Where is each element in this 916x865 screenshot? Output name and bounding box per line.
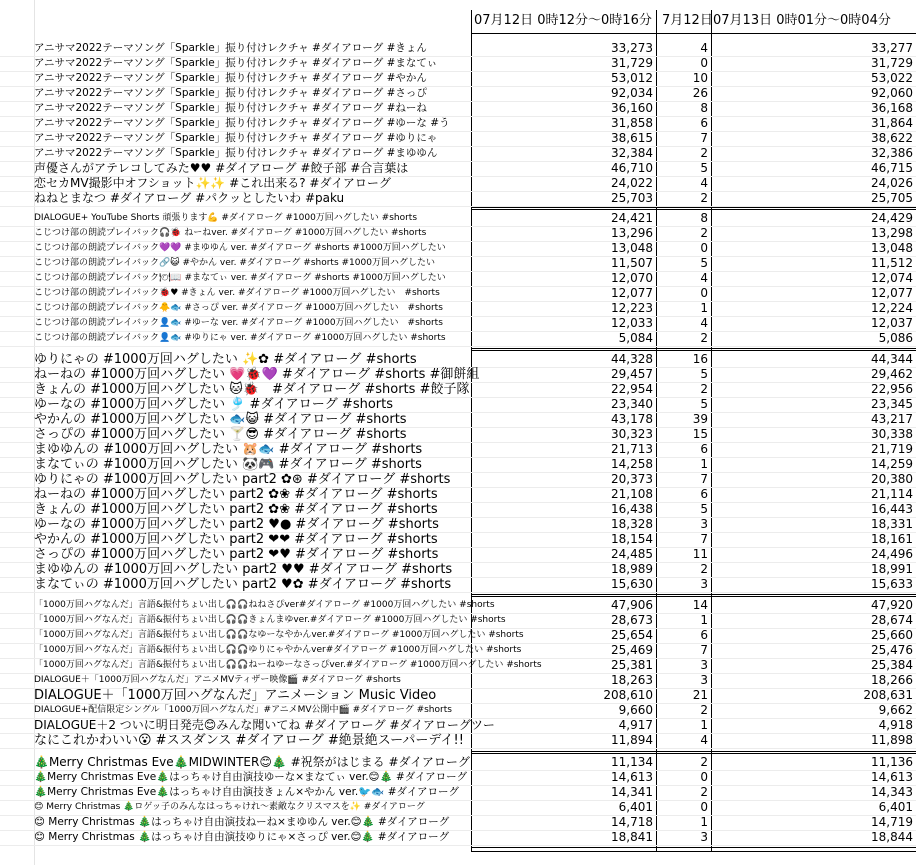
- views-period-2-cell[interactable]: 24,026: [871, 176, 913, 190]
- table-row: [0, 286, 916, 301]
- views-period-2-cell[interactable]: 30,338: [871, 427, 913, 441]
- group-separator: [472, 751, 916, 752]
- table-row: [0, 71, 916, 86]
- views-period-2-cell[interactable]: 13,048: [871, 241, 913, 255]
- group-separator: [472, 348, 916, 349]
- views-period-1-cell[interactable]: 4,917: [618, 718, 653, 732]
- views-period-1-cell[interactable]: 30,323: [611, 427, 653, 441]
- views-diff-cell[interactable]: 26: [692, 86, 708, 100]
- views-period-2-cell[interactable]: 13,298: [871, 226, 913, 240]
- views-diff-cell[interactable]: 5: [700, 161, 708, 175]
- views-period-1-cell[interactable]: 9,660: [618, 703, 653, 717]
- table-row: [0, 427, 916, 442]
- table-row: [0, 598, 916, 613]
- views-period-1-cell[interactable]: 23,340: [611, 397, 653, 411]
- table-bottom-border: [472, 847, 916, 848]
- views-period-2-cell[interactable]: 18,266: [871, 673, 913, 687]
- views-period-2-cell[interactable]: 15,633: [871, 577, 913, 591]
- video-title-cell[interactable]: DIALOGUE＋「1000万回ハグなんだ」アニメーション Music Video: [34, 688, 437, 703]
- views-diff-cell[interactable]: 4: [700, 176, 708, 190]
- views-diff-cell[interactable]: 0: [700, 241, 708, 255]
- table-row: [0, 161, 916, 176]
- video-title-cell[interactable]: こじつけ部の朗読プレイバック🔗😺 #やかん ver. #ダイアローグ #shorts #1000万回ハグしたい: [34, 258, 435, 268]
- table-row: [0, 86, 916, 101]
- views-period-2-cell[interactable]: 25,384: [871, 658, 913, 672]
- views-period-1-cell[interactable]: 14,613: [611, 770, 653, 784]
- views-diff-cell[interactable]: 0: [700, 286, 708, 300]
- views-period-1-cell[interactable]: 21,108: [611, 487, 653, 501]
- video-title-cell[interactable]: アニサマ2022テーマソング「Sparkle」振り付けレクチャ #ダイアローグ #きょん: [34, 42, 427, 54]
- views-period-2-cell[interactable]: 44,344: [871, 352, 913, 366]
- views-period-1-cell[interactable]: 18,263: [611, 673, 653, 687]
- table-row: [0, 733, 916, 748]
- video-title-cell[interactable]: ねーねの #1000万回ハグしたい 💗🐞💜 #ダイアローグ #shorts #御餅組: [34, 367, 480, 382]
- views-period-1-cell[interactable]: 31,729: [611, 56, 653, 70]
- video-title-cell[interactable]: アニサマ2022テーマソング「Sparkle」振り付けレクチャ #ダイアローグ #ねーね: [34, 102, 427, 114]
- views-period-2-cell[interactable]: 4,918: [878, 718, 913, 732]
- views-period-1-cell[interactable]: 32,384: [611, 146, 653, 160]
- table-row: [0, 191, 916, 206]
- header-bottom-border: [472, 33, 916, 34]
- views-period-1-cell[interactable]: 18,328: [611, 517, 653, 531]
- views-diff-cell[interactable]: 5: [700, 367, 708, 381]
- views-period-2-cell[interactable]: 5,086: [878, 331, 913, 345]
- table-bottom-border: [472, 851, 916, 852]
- grid-row-line: [0, 592, 916, 593]
- video-title-cell[interactable]: 「1000万回ハグなんだ」言語&振付ちょい出し🎧🎧ねーねゆーなさっぴver.#ダイアローグ #1000万回ハグしたい #shorts: [34, 660, 542, 670]
- views-period-2-cell[interactable]: 11,512: [871, 256, 913, 270]
- views-diff-cell[interactable]: 4: [700, 733, 708, 747]
- views-period-1-cell[interactable]: 11,134: [611, 755, 653, 769]
- views-period-2-cell[interactable]: 12,077: [871, 286, 913, 300]
- views-period-1-cell[interactable]: 44,328: [611, 352, 653, 366]
- group-separator: [472, 594, 916, 595]
- views-diff-cell[interactable]: 10: [692, 71, 708, 85]
- table-row: [0, 562, 916, 577]
- views-period-1-cell[interactable]: 18,841: [611, 830, 653, 844]
- video-title-cell[interactable]: ねーねの #1000万回ハグしたい part2 ✿❀ #ダイアローグ #shorts: [34, 487, 438, 502]
- table-row: [0, 101, 916, 116]
- views-period-2-cell[interactable]: 11,136: [871, 755, 913, 769]
- views-diff-cell[interactable]: 8: [700, 101, 708, 115]
- views-period-1-cell[interactable]: 25,703: [611, 191, 653, 205]
- video-title-cell[interactable]: こじつけ部の朗読プレイバック🐥🐟 #さっぴ ver. #ダイアローグ #1000万回ハグしたい #shorts: [34, 303, 443, 313]
- table-row: [0, 226, 916, 241]
- table-row: [0, 176, 916, 191]
- table-row: [0, 613, 916, 628]
- views-diff-cell[interactable]: 2: [700, 331, 708, 345]
- views-period-2-cell[interactable]: 12,074: [871, 271, 913, 285]
- views-diff-cell[interactable]: 2: [700, 191, 708, 205]
- views-period-2-cell[interactable]: 12,037: [871, 316, 913, 330]
- video-title-cell[interactable]: アニサマ2022テーマソング「Sparkle」振り付けレクチャ #ダイアローグ #ゆりにゃ: [34, 132, 438, 144]
- table-row: [0, 755, 916, 770]
- table-row: [0, 547, 916, 562]
- views-diff-cell[interactable]: 2: [700, 703, 708, 717]
- views-period-2-cell[interactable]: 36,168: [871, 101, 913, 115]
- video-title-cell[interactable]: まなてぃの #1000万回ハグしたい 🐼🎮 #ダイアローグ #shorts: [34, 457, 422, 472]
- views-period-1-cell[interactable]: 12,033: [611, 316, 653, 330]
- video-title-cell[interactable]: さっぴの #1000万回ハグしたい part2 ❤♥ #ダイアローグ #shorts: [34, 547, 439, 562]
- table-row: [0, 815, 916, 830]
- views-diff-cell[interactable]: 4: [700, 271, 708, 285]
- views-period-1-cell[interactable]: 33,273: [611, 41, 653, 55]
- group-separator: [472, 753, 916, 754]
- table-row: [0, 673, 916, 688]
- views-period-2-cell[interactable]: 18,991: [871, 562, 913, 576]
- table-row: [0, 56, 916, 71]
- views-diff-cell[interactable]: 2: [700, 755, 708, 769]
- views-period-1-cell[interactable]: 14,258: [611, 457, 653, 471]
- views-period-1-cell[interactable]: 24,421: [611, 211, 653, 225]
- views-diff-cell[interactable]: 3: [700, 673, 708, 687]
- views-period-1-cell[interactable]: 29,457: [611, 367, 653, 381]
- table-row: [0, 116, 916, 131]
- views-period-1-cell[interactable]: 13,296: [611, 226, 653, 240]
- views-period-2-cell[interactable]: 25,705: [871, 191, 913, 205]
- views-diff-cell[interactable]: 5: [700, 256, 708, 270]
- views-period-2-cell[interactable]: 33,277: [871, 41, 913, 55]
- group-separator: [472, 596, 916, 597]
- table-row: [0, 502, 916, 517]
- grid-row-line: [0, 206, 916, 207]
- grid-row-line: [0, 346, 916, 347]
- views-period-2-cell[interactable]: 208,631: [863, 688, 913, 702]
- grid-row-line: [0, 845, 916, 846]
- views-period-2-cell[interactable]: 38,622: [871, 131, 913, 145]
- video-title-cell[interactable]: 🎄Merry Christmas Eve🎄MIDWINTER😊🎄 #祝祭がはじまる #ダイアローグ: [34, 755, 470, 769]
- views-period-2-cell[interactable]: 21,114: [871, 487, 913, 501]
- views-diff-cell[interactable]: 0: [700, 770, 708, 784]
- views-diff-cell[interactable]: 5: [700, 397, 708, 411]
- video-title-cell[interactable]: 🎄Merry Christmas Eve🎄はっちゃけ自由演技きょん×やかん ver.🐦🐟 #ダイアローグ: [34, 786, 460, 798]
- table-row: [0, 472, 916, 487]
- views-diff-cell[interactable]: 4: [700, 316, 708, 330]
- table-row: [0, 628, 916, 643]
- video-title-cell[interactable]: やかんの #1000万回ハグしたい part2 ❤❤ #ダイアローグ #shorts: [34, 532, 438, 547]
- views-period-1-cell[interactable]: 31,858: [611, 116, 653, 130]
- table-row: [0, 241, 916, 256]
- video-title-cell[interactable]: なにこれかわいい😮 #ススダンス #ダイアローグ #絶景絶スーパーデイ!!: [34, 733, 464, 748]
- views-period-1-cell[interactable]: 14,718: [611, 815, 653, 829]
- views-period-1-cell[interactable]: 12,077: [611, 286, 653, 300]
- table-row: [0, 457, 916, 472]
- views-diff-cell[interactable]: 1: [700, 718, 708, 732]
- views-period-1-cell[interactable]: 14,341: [611, 785, 653, 799]
- views-diff-cell[interactable]: 2: [700, 785, 708, 799]
- views-diff-cell[interactable]: 7: [700, 643, 708, 657]
- views-diff-cell[interactable]: 6: [700, 116, 708, 130]
- video-title-cell[interactable]: きょんの #1000万回ハグしたい part2 ✿❀ #ダイアローグ #shorts: [34, 502, 438, 517]
- views-period-1-cell[interactable]: 25,381: [611, 658, 653, 672]
- table-row: [0, 532, 916, 547]
- table-row: [0, 316, 916, 331]
- table-row: [0, 658, 916, 673]
- grid-row-line: [0, 748, 916, 749]
- video-title-cell[interactable]: こじつけ部の朗読プレイバック💜💜 #まゆゆん ver. #ダイアローグ #shorts #1000万回ハグしたい: [34, 243, 446, 253]
- video-title-cell[interactable]: まゆゆんの #1000万回ハグしたい 🐹🐟 #ダイアローグ #shorts: [34, 442, 423, 457]
- views-diff-cell[interactable]: 21: [692, 688, 708, 702]
- video-title-cell[interactable]: まなてぃの #1000万回ハグしたい part2 ♥✿ #ダイアローグ #shorts: [34, 577, 452, 592]
- views-period-1-cell[interactable]: 28,673: [611, 613, 653, 627]
- video-title-cell[interactable]: 声優さんがアテレコしてみた♥♥ #ダイアローグ #餃子部 #合言葉は: [34, 161, 409, 175]
- views-period-2-cell[interactable]: 24,429: [871, 211, 913, 225]
- views-period-2-cell[interactable]: 14,613: [871, 770, 913, 784]
- table-row: [0, 703, 916, 718]
- video-title-cell[interactable]: 「1000万回ハグなんだ」言語&振付ちょい出し🎧🎧きょんまゆver.#ダイアローグ #1000万回ハグしたい #shorts: [34, 615, 506, 625]
- video-title-cell[interactable]: 😊 Merry Christmas 🎄はっちゃけ自由演技ゆりにゃ×さっぴ ver.😊🎄 #ダイアローグ: [34, 831, 450, 843]
- views-diff-cell[interactable]: 2: [700, 146, 708, 160]
- views-diff-cell[interactable]: 15: [692, 427, 708, 441]
- views-period-2-cell[interactable]: 53,022: [871, 71, 913, 85]
- video-title-cell[interactable]: DIALOGUE+ YouTube Shorts 頑張ります💪 #ダイアローグ #1000万回ハグしたい #shorts: [34, 213, 418, 223]
- video-title-cell[interactable]: こじつけ部の朗読プレイバック👤🐟 #ゆーな ver. #ダイアローグ #1000万回ハグしたい #shorts: [34, 318, 443, 328]
- table-row: [0, 718, 916, 733]
- video-title-cell[interactable]: 恋セカMV撮影中オフショット✨✨ #これ出来る? #ダイアローグ: [34, 176, 391, 190]
- views-diff-cell[interactable]: 1: [700, 613, 708, 627]
- views-period-1-cell[interactable]: 21,713: [611, 442, 653, 456]
- video-title-cell[interactable]: さっぴの #1000万回ハグしたい 🍸😎 #ダイアローグ #shorts: [34, 427, 407, 442]
- views-period-1-cell[interactable]: 15,630: [611, 577, 653, 591]
- views-period-1-cell[interactable]: 25,654: [611, 628, 653, 642]
- views-period-2-cell[interactable]: 25,476: [871, 643, 913, 657]
- views-period-2-cell[interactable]: 20,380: [871, 472, 913, 486]
- views-diff-cell[interactable]: 3: [700, 517, 708, 531]
- views-period-2-cell[interactable]: 31,729: [871, 56, 913, 70]
- views-diff-cell[interactable]: 6: [700, 487, 708, 501]
- views-period-1-cell[interactable]: 6,401: [618, 800, 653, 814]
- views-period-2-cell[interactable]: 16,443: [871, 502, 913, 516]
- table-row: [0, 331, 916, 346]
- views-period-1-cell[interactable]: 11,507: [611, 256, 653, 270]
- views-period-1-cell[interactable]: 16,438: [611, 502, 653, 516]
- views-period-2-cell[interactable]: 14,719: [871, 815, 913, 829]
- video-title-cell[interactable]: 「1000万回ハグなんだ」言語&振付ちょい出し🎧🎧ねねさぴver#ダイアローグ #1000万回ハグしたい #shorts: [34, 600, 495, 610]
- views-period-1-cell[interactable]: 22,954: [611, 382, 653, 396]
- table-row: [0, 397, 916, 412]
- views-diff-cell[interactable]: 7: [700, 131, 708, 145]
- views-period-2-cell[interactable]: 6,401: [878, 800, 913, 814]
- views-period-2-cell[interactable]: 18,161: [871, 532, 913, 546]
- views-period-1-cell[interactable]: 46,710: [611, 161, 653, 175]
- views-period-2-cell[interactable]: 92,060: [871, 86, 913, 100]
- views-period-2-cell[interactable]: 29,462: [871, 367, 913, 381]
- video-title-cell[interactable]: ねねとまなつ #ダイアローグ #パクッとしたいわ #paku: [34, 191, 345, 205]
- video-title-cell[interactable]: こじつけ部の朗読プレイバック🐞♥ #きょん ver. #ダイアローグ #1000万回ハグしたい #shorts: [34, 288, 440, 298]
- video-title-cell[interactable]: まゆゆんの #1000万回ハグしたい part2 ♥♥ #ダイアローグ #shorts: [34, 562, 453, 577]
- views-diff-cell[interactable]: 5: [700, 502, 708, 516]
- group-separator: [472, 207, 916, 208]
- views-diff-cell[interactable]: 0: [700, 800, 708, 814]
- views-period-1-cell[interactable]: 36,160: [611, 101, 653, 115]
- views-period-1-cell[interactable]: 12,070: [611, 271, 653, 285]
- views-period-2-cell[interactable]: 47,920: [871, 598, 913, 612]
- views-period-2-cell[interactable]: 28,674: [871, 613, 913, 627]
- table-row: [0, 352, 916, 367]
- views-diff-cell[interactable]: 2: [700, 562, 708, 576]
- video-title-cell[interactable]: ゆーなの #1000万回ハグしたい 🎐 #ダイアローグ #shorts: [34, 397, 394, 412]
- views-period-1-cell[interactable]: 92,034: [611, 86, 653, 100]
- views-diff-cell[interactable]: 1: [700, 815, 708, 829]
- table-row: [0, 271, 916, 286]
- table-row: [0, 442, 916, 457]
- video-title-cell[interactable]: DIALOGUE+配信限定シングル「1000万回ハグなんだ」#アニメMV公開中🎬 #ダイアローグ #shorts: [34, 705, 452, 715]
- video-title-cell[interactable]: こじつけ部の朗読プレイバック👤🐟 #ゆりにゃ ver. #ダイアローグ #1000万回ハグしたい #shorts: [34, 333, 446, 343]
- table-row: [0, 382, 916, 397]
- group-separator: [472, 350, 916, 351]
- views-period-1-cell[interactable]: 24,022: [611, 176, 653, 190]
- video-title-cell[interactable]: ゆりにゃの #1000万回ハグしたい ✨✿ #ダイアローグ #shorts: [34, 352, 417, 367]
- views-diff-cell[interactable]: 3: [700, 830, 708, 844]
- video-title-cell[interactable]: アニサマ2022テーマソング「Sparkle」振り付けレクチャ #ダイアローグ #さっぴ: [34, 87, 427, 99]
- video-title-cell[interactable]: こじつけ部の朗読プレイバック🍽📖 #まなてぃ ver. #ダイアローグ #shorts #1000万回ハグしたい: [34, 273, 446, 283]
- views-diff-cell[interactable]: 7: [700, 472, 708, 486]
- views-period-2-cell[interactable]: 11,898: [871, 733, 913, 747]
- views-period-1-cell[interactable]: 47,906: [611, 598, 653, 612]
- header-period-2[interactable]: 07月13日 0時01分～0時04分: [713, 13, 891, 28]
- views-diff-cell[interactable]: 3: [700, 658, 708, 672]
- views-period-1-cell[interactable]: 13,048: [611, 241, 653, 255]
- table-row: [0, 146, 916, 161]
- views-period-1-cell[interactable]: 5,084: [618, 331, 653, 345]
- views-diff-cell[interactable]: 6: [700, 628, 708, 642]
- views-period-1-cell[interactable]: 25,469: [611, 643, 653, 657]
- views-period-2-cell[interactable]: 46,715: [871, 161, 913, 175]
- views-diff-cell[interactable]: 7: [700, 532, 708, 546]
- table-row: [0, 830, 916, 845]
- video-title-cell[interactable]: 🎄Merry Christmas Eve🎄はっちゃけ自由演技ゆーな×まなてぃ ver.😊🎄 #ダイアローグ: [34, 771, 468, 783]
- views-period-1-cell[interactable]: 12,223: [611, 301, 653, 315]
- video-title-cell[interactable]: DIALOGUE＋「1000万回ハグなんだ」アニメMVティザー映像🎬 #ダイアローグ #shorts: [34, 675, 401, 685]
- views-diff-cell[interactable]: 1: [700, 301, 708, 315]
- video-title-cell[interactable]: DIALOGUE＋2 ついに明日発売😊みんな聞いてね #ダイアローグ #ダイアローグツー: [34, 718, 495, 732]
- table-row: [0, 785, 916, 800]
- table-row: [0, 643, 916, 658]
- views-period-1-cell[interactable]: 53,012: [611, 71, 653, 85]
- views-period-2-cell[interactable]: 21,719: [871, 442, 913, 456]
- views-diff-cell[interactable]: 2: [700, 382, 708, 396]
- table-row: [0, 301, 916, 316]
- video-title-cell[interactable]: 😊 Merry Christmas 🎄はっちゃけ自由演技ねーね×まゆゆん ver.😊🎄 #ダイアローグ: [34, 816, 450, 828]
- video-title-cell[interactable]: ゆりにゃの #1000万回ハグしたい part2 ✿⊛ #ダイアローグ #shorts: [34, 472, 451, 487]
- table-row: [0, 688, 916, 703]
- video-title-cell[interactable]: きょんの #1000万回ハグしたい 🐱🐞 #ダイアローグ #shorts #餃子隊: [34, 382, 470, 397]
- table-row: [0, 487, 916, 502]
- views-period-2-cell[interactable]: 12,224: [871, 301, 913, 315]
- views-period-1-cell[interactable]: 20,373: [611, 472, 653, 486]
- video-title-cell[interactable]: 「1000万回ハグなんだ」言語&振付ちょい出し🎧🎧なゆーなやかんver.#ダイアローグ #1000万回ハグしたい #shorts: [34, 630, 524, 640]
- views-period-2-cell[interactable]: 25,660: [871, 628, 913, 642]
- video-title-cell[interactable]: アニサマ2022テーマソング「Sparkle」振り付けレクチャ #ダイアローグ #やかん: [34, 72, 427, 84]
- views-period-1-cell[interactable]: 38,615: [611, 131, 653, 145]
- views-period-1-cell[interactable]: 18,154: [611, 532, 653, 546]
- video-title-cell[interactable]: アニサマ2022テーマソング「Sparkle」振り付けレクチャ #ダイアローグ #まゆゆん: [34, 147, 438, 159]
- views-diff-cell[interactable]: 14: [692, 598, 708, 612]
- table-row: [0, 131, 916, 146]
- views-diff-cell[interactable]: 3: [700, 577, 708, 591]
- views-period-1-cell[interactable]: 208,610: [603, 688, 653, 702]
- views-diff-cell[interactable]: 6: [700, 442, 708, 456]
- table-row: [0, 412, 916, 427]
- views-period-2-cell[interactable]: 14,343: [871, 785, 913, 799]
- views-period-2-cell[interactable]: 43,217: [871, 412, 913, 426]
- video-title-cell[interactable]: アニサマ2022テーマソング「Sparkle」振り付けレクチャ #ダイアローグ #まなてぃ: [34, 57, 438, 69]
- views-diff-cell[interactable]: 0: [700, 56, 708, 70]
- views-diff-cell[interactable]: 1: [700, 457, 708, 471]
- table-row: [0, 577, 916, 592]
- video-title-cell[interactable]: アニサマ2022テーマソング「Sparkle」振り付けレクチャ #ダイアローグ #ゆーな #う: [34, 117, 450, 129]
- header-date-diff[interactable]: 7月12日: [662, 13, 713, 28]
- views-period-2-cell[interactable]: 24,496: [871, 547, 913, 561]
- video-title-cell[interactable]: 😊 Merry Christmas 🎄ロゲッ子のみんなはっちゃけれ～素敵なクリスマスを✨ #ダイアローグ: [34, 802, 425, 812]
- header-period-1[interactable]: 07月12日 0時12分～0時16分: [474, 13, 652, 28]
- table-row: [0, 367, 916, 382]
- table-row: [0, 256, 916, 271]
- video-title-cell[interactable]: 「1000万回ハグなんだ」言語&振付ちょい出し🎧🎧ゆりにゃやかんver#ダイアローグ #1000万回ハグしたい #shorts: [34, 645, 522, 655]
- views-period-1-cell[interactable]: 11,894: [611, 733, 653, 747]
- video-title-cell[interactable]: こじつけ部の朗読プレイバック🎧🐞 ねーねver. #ダイアローグ #1000万回ハグしたい #shorts: [34, 228, 427, 238]
- views-period-2-cell[interactable]: 18,844: [871, 830, 913, 844]
- views-period-1-cell[interactable]: 18,989: [611, 562, 653, 576]
- group-separator: [472, 209, 916, 210]
- views-diff-cell[interactable]: 39: [692, 412, 708, 426]
- views-period-2-cell[interactable]: 14,259: [871, 457, 913, 471]
- table-row: [0, 517, 916, 532]
- views-period-2-cell[interactable]: 22,956: [871, 382, 913, 396]
- table-row: [0, 41, 916, 56]
- table-row: [0, 211, 916, 226]
- views-diff-cell[interactable]: 4: [700, 41, 708, 55]
- table-row: [0, 800, 916, 815]
- views-diff-cell[interactable]: 2: [700, 226, 708, 240]
- views-period-1-cell[interactable]: 24,485: [611, 547, 653, 561]
- table-row: [0, 770, 916, 785]
- video-title-cell[interactable]: やかんの #1000万回ハグしたい 🐟😺 #ダイアローグ #shorts: [34, 412, 407, 427]
- views-period-1-cell[interactable]: 43,178: [611, 412, 653, 426]
- views-period-2-cell[interactable]: 31,864: [871, 116, 913, 130]
- views-diff-cell[interactable]: 11: [692, 547, 708, 561]
- views-period-2-cell[interactable]: 9,662: [878, 703, 913, 717]
- views-diff-cell[interactable]: 16: [692, 352, 708, 366]
- views-period-2-cell[interactable]: 23,345: [871, 397, 913, 411]
- views-diff-cell[interactable]: 8: [700, 211, 708, 225]
- video-title-cell[interactable]: ゆーなの #1000万回ハグしたい part2 ♥● #ダイアローグ #shorts: [34, 517, 439, 532]
- views-period-2-cell[interactable]: 18,331: [871, 517, 913, 531]
- views-period-2-cell[interactable]: 32,386: [871, 146, 913, 160]
